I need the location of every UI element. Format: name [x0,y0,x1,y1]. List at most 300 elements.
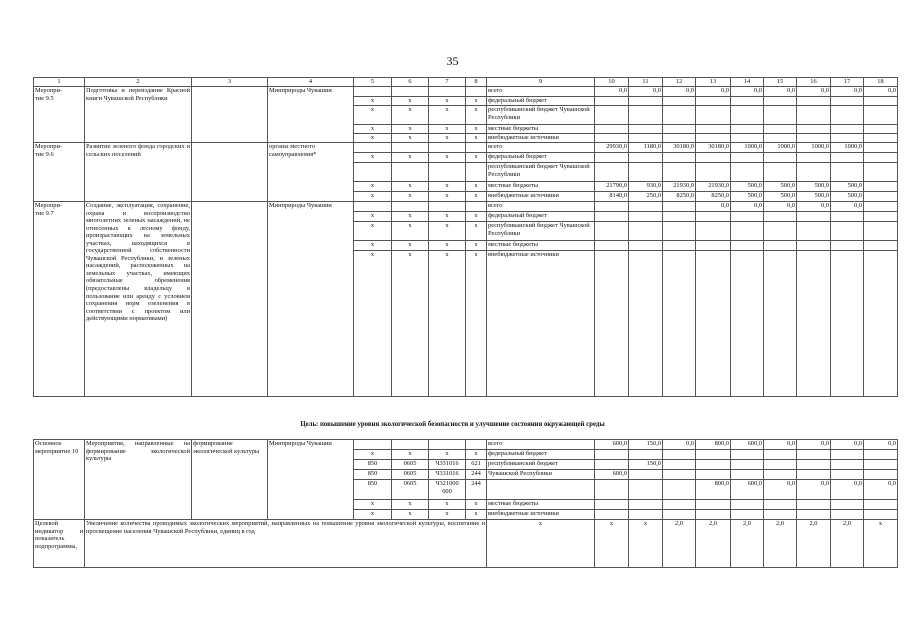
funding-value [696,450,731,460]
funding-value [831,153,864,163]
funding-source: всего [487,440,595,450]
budget-code-cell: x [354,106,392,125]
funding-value [663,470,696,480]
funding-value [629,125,663,134]
budget-code-cell [354,202,392,212]
budget-code-cell: x [466,212,487,222]
funding-source: республиканский бюджет Чувашской Республики [487,106,595,125]
funding-value [731,241,764,251]
budget-code-cell: x [429,134,466,143]
funding-source: федеральный бюджет [487,450,595,460]
budget-code-cell: x [392,241,429,251]
funding-source [487,480,595,500]
funding-value [595,212,629,222]
funding-value: 0,0 [831,440,864,450]
funding-value: 21790,0 [595,182,629,192]
funding-value [595,163,629,182]
funding-value [595,153,629,163]
funding-value [797,251,831,397]
budget-code-cell [466,87,487,97]
funding-value [831,212,864,222]
budget-code-cell: x [354,222,392,241]
funding-value [797,450,831,460]
funding-value [831,251,864,397]
budget-code-cell: x [354,251,392,397]
budget-code-cell: 850 [354,480,392,500]
column-number: 15 [764,78,797,87]
budget-code-cell: x [392,251,429,397]
funding-value [864,450,898,460]
budget-code-cell: 0605 [392,460,429,470]
funding-value [731,470,764,480]
funding-value [731,106,764,125]
funding-value [595,106,629,125]
funding-value: 600,0 [731,480,764,500]
funding-value [629,241,663,251]
budget-code-cell [429,163,466,182]
column-number: 13 [696,78,731,87]
funding-value: 0,0 [595,87,629,97]
funding-value [731,222,764,241]
funding-value [831,500,864,510]
budget-code-cell: x [392,192,429,202]
column-number: 16 [797,78,831,87]
funding-value: 0,0 [831,202,864,212]
funding-value [663,460,696,470]
funding-value [629,470,663,480]
funding-value: 0,0 [696,202,731,212]
budget-code-cell: x [392,212,429,222]
funding-source: федеральный бюджет [487,212,595,222]
funding-value [663,251,696,397]
funding-value [595,450,629,460]
funding-value [663,106,696,125]
indicator-value: 2,0 [696,520,731,568]
budget-code-cell: x [466,500,487,510]
budget-code-cell [466,202,487,212]
funding-value [663,202,696,212]
funding-value [629,251,663,397]
funding-source: всего [487,202,595,212]
budget-code-cell: x [429,222,466,241]
funding-value [595,480,629,500]
funding-value [731,134,764,143]
funding-value: 1000,0 [764,143,797,153]
budget-code-cell: 0605 [392,470,429,480]
budget-code-cell: x [392,125,429,134]
funding-value [595,222,629,241]
budget-code-cell: 850 [354,460,392,470]
funding-value: 0,0 [663,440,696,450]
funding-value: 500,0 [764,182,797,192]
budget-code-cell: x [466,106,487,125]
budget-code-cell: x [429,510,466,520]
funding-value [864,97,898,106]
funding-value [663,450,696,460]
funding-value: 1000,0 [797,143,831,153]
funding-value [696,500,731,510]
budget-code-cell [429,143,466,153]
funding-source: Чувашской Республики [487,470,595,480]
funding-value [864,192,898,202]
funding-value [864,500,898,510]
lower-table [33,439,898,568]
funding-value [629,153,663,163]
funding-value [864,460,898,470]
funding-value [797,500,831,510]
funding-value [595,97,629,106]
measure-executor: Минприроды Чувашии [268,440,354,520]
funding-value: 1000,0 [831,143,864,153]
funding-source: местные бюджеты [487,241,595,251]
funding-value [663,163,696,182]
funding-value [696,134,731,143]
funding-source: местные бюджеты [487,182,595,192]
funding-value: 500,0 [797,182,831,192]
funding-value: 0,0 [764,87,797,97]
funding-value: 0,0 [797,87,831,97]
funding-value [764,106,797,125]
funding-value [797,470,831,480]
budget-code-cell [429,440,466,450]
budget-code-cell: 850 [354,470,392,480]
funding-value [731,163,764,182]
funding-value [764,470,797,480]
funding-source: республиканский бюджет [487,460,595,470]
funding-value: 500,0 [731,192,764,202]
funding-value: 0,0 [864,87,898,97]
funding-value [629,134,663,143]
measure-result [192,143,268,202]
budget-code-cell: x [429,106,466,125]
budget-code-cell: x [466,134,487,143]
column-number: 6 [392,78,429,87]
funding-value [831,241,864,251]
funding-value [696,106,731,125]
funding-value [764,450,797,460]
budget-code-cell: x [429,500,466,510]
funding-value [831,222,864,241]
funding-value [764,460,797,470]
funding-value: 0,0 [764,440,797,450]
funding-value [595,241,629,251]
table-row [34,440,898,450]
funding-value [764,163,797,182]
measure-label: Меропри- тие 9.7 [34,202,85,397]
column-number: 5 [354,78,392,87]
funding-value: 0,0 [663,87,696,97]
budget-code-cell [392,143,429,153]
budget-code-cell: x [354,500,392,510]
funding-value: 8250,0 [696,192,731,202]
budget-code-cell [354,163,392,182]
funding-value [663,222,696,241]
measure-result: формирование экологической культуры [192,440,268,520]
budget-code-cell: x [466,182,487,192]
column-number: 17 [831,78,864,87]
budget-code-cell [354,440,392,450]
funding-value [864,106,898,125]
funding-value: 1000,0 [731,143,764,153]
funding-value [663,500,696,510]
budget-code-cell [392,440,429,450]
budget-code-cell: x [392,182,429,192]
funding-value: 250,0 [629,192,663,202]
funding-value: 0,0 [797,480,831,500]
budget-code-cell: x [466,125,487,134]
budget-code-cell [392,163,429,182]
budget-code-cell: x [392,97,429,106]
funding-value: 30180,0 [663,143,696,153]
funding-value [831,450,864,460]
funding-value [764,251,797,397]
funding-source: республиканский бюджет Чувашской Республики [487,222,595,241]
funding-value: 0,0 [864,440,898,450]
funding-value [764,222,797,241]
funding-value: 0,0 [831,87,864,97]
budget-code-cell: x [429,97,466,106]
funding-value [864,202,898,212]
column-number: 14 [731,78,764,87]
funding-value [595,510,629,520]
funding-value [629,500,663,510]
budget-code-cell [466,163,487,182]
funding-source: всего [487,143,595,153]
goal-heading: Цель: повышение уровня экологической безопасности и улучшение состояния окружающей среды [300,421,605,428]
funding-value [831,106,864,125]
funding-source: внебюджетные источники [487,251,595,397]
page-number: 35 [446,54,459,68]
budget-code-cell: x [354,125,392,134]
funding-value [864,143,898,153]
budget-code-cell: x [429,251,466,397]
funding-value [663,97,696,106]
budget-code-cell: x [466,241,487,251]
funding-value [797,106,831,125]
funding-value: 0,0 [731,87,764,97]
funding-value [663,125,696,134]
funding-source: всего [487,87,595,97]
column-number: 11 [629,78,663,87]
funding-value [629,97,663,106]
indicator-value: x [629,520,663,568]
funding-value: 800,0 [696,440,731,450]
measure-label: Меропри- тие 9.6 [34,143,85,202]
column-number: 2 [85,78,192,87]
indicator-value: 2,0 [764,520,797,568]
funding-source: местные бюджеты [487,500,595,510]
budget-code-cell: x [466,222,487,241]
funding-value [864,163,898,182]
budget-code-cell: 244 [466,480,487,500]
budget-code-cell: x [392,106,429,125]
measure-label: Основное мероприятие 10 [34,440,85,520]
budget-code-cell: x [354,97,392,106]
funding-value [797,510,831,520]
budget-code-cell: x [354,182,392,192]
budget-code-cell: x [354,450,392,460]
funding-value [831,163,864,182]
funding-value [629,212,663,222]
funding-source: внебюджетные источники [487,510,595,520]
funding-value [696,470,731,480]
funding-value: 500,0 [764,192,797,202]
funding-value [797,222,831,241]
indicator-value: x [864,520,898,568]
funding-value: 600,0 [595,470,629,480]
funding-value [764,241,797,251]
funding-source: местные бюджеты [487,125,595,134]
funding-value: 0,0 [629,87,663,97]
funding-value [663,134,696,143]
budget-code-cell: x [466,192,487,202]
indicator-text: Увеличение количества проводимых экологических мероприятий, направленных на повышение уровня экологической культуры, воспитание и просвещение населения Чувашской Республики, единиц в год [85,520,487,568]
funding-source: федеральный бюджет [487,97,595,106]
funding-value [864,510,898,520]
funding-value [797,241,831,251]
funding-value [864,182,898,192]
measure-name: Мероприятия, направленные на формирование экологической культуры [85,440,192,520]
funding-value [797,212,831,222]
budget-code-cell: x [354,510,392,520]
funding-value [831,510,864,520]
funding-value: 8250,0 [663,192,696,202]
funding-value [595,134,629,143]
funding-value: 0,0 [696,87,731,97]
funding-value [764,134,797,143]
funding-value: 21930,0 [663,182,696,192]
measure-label: Меропри- тие 9.5 [34,87,85,143]
indicator-value: x [595,520,629,568]
budget-code-cell: x [392,500,429,510]
funding-value [731,500,764,510]
budget-code-cell: x [429,212,466,222]
column-number: 1 [34,78,85,87]
indicator-value: 2,0 [663,520,696,568]
funding-value [663,241,696,251]
funding-value [831,470,864,480]
funding-value [764,510,797,520]
funding-value [595,500,629,510]
funding-value: 150,0 [629,440,663,450]
funding-value [696,222,731,241]
funding-value [663,153,696,163]
budget-code-cell: x [392,134,429,143]
funding-value [731,125,764,134]
budget-code-cell [392,202,429,212]
budget-code-cell: Ч321000 000 [429,480,466,500]
column-number: 10 [595,78,629,87]
funding-value [864,251,898,397]
budget-code-cell: x [392,510,429,520]
table-row [34,202,898,212]
funding-value [731,450,764,460]
funding-value [696,251,731,397]
measure-name: Развитие зеленого фонда городских и сельских поселений [85,143,192,202]
funding-value [595,202,629,212]
funding-value [764,97,797,106]
budget-code-cell: x [392,222,429,241]
budget-code-cell [466,143,487,153]
budget-code-cell: x [354,212,392,222]
funding-value: 1180,0 [629,143,663,153]
funding-value [696,125,731,134]
funding-value: 930,0 [629,182,663,192]
budget-code-cell: x [392,153,429,163]
funding-value [864,212,898,222]
funding-value [864,125,898,134]
funding-value [731,510,764,520]
funding-value: 500,0 [831,182,864,192]
budget-code-cell [392,87,429,97]
funding-value: 21930,0 [696,182,731,192]
budget-code-cell: x [429,241,466,251]
funding-value [731,460,764,470]
budget-code-cell: Ч331016 [429,460,466,470]
indicator-value: 2,0 [731,520,764,568]
funding-value [797,134,831,143]
funding-value: 30180,0 [696,143,731,153]
measure-executor: Минприроды Чувашии [268,87,354,143]
funding-value [831,125,864,134]
funding-value [864,222,898,241]
funding-value: 0,0 [797,440,831,450]
funding-value: 600,0 [731,440,764,450]
budget-code-cell: Ч331016 [429,470,466,480]
table-row [34,143,898,153]
budget-code-cell: x [392,450,429,460]
funding-value: 0,0 [764,202,797,212]
funding-value [629,510,663,520]
measure-executor: Минприроды Чувашии [268,202,354,397]
funding-value: 500,0 [731,182,764,192]
funding-value: 0,0 [831,480,864,500]
funding-source: федеральный бюджет [487,153,595,163]
funding-value [731,251,764,397]
funding-value [595,460,629,470]
funding-value [764,500,797,510]
budget-code-cell: x [429,182,466,192]
budget-code-cell: x [354,153,392,163]
indicator-value: 2,0 [797,520,831,568]
column-number: 4 [268,78,354,87]
funding-value [595,125,629,134]
budget-code-cell [466,440,487,450]
budget-code-cell [429,202,466,212]
column-number: 18 [864,78,898,87]
budget-code-cell: x [429,450,466,460]
funding-value [663,212,696,222]
measure-executor: органы местного самоуправления* [268,143,354,202]
funding-value [663,510,696,520]
funding-value [831,460,864,470]
measure-name: Создание, эксплуатация, сохранение, охрана и воспроизводство многолетних зеленых насаждений, не отнесенных к лесному фонду, произрастающих на земельных участках, находящихся в государственной собственности Чувашской Республики, и зеленых насаждений, расположенных на земельных участках, имеющих обязательные обременения (предоставлены владельцу в пользование или аренду с условием сохранения норм озеленения в соответствии с проектом или действующими нормативами) [85,202,192,397]
funding-value [864,470,898,480]
budget-code-cell [429,87,466,97]
column-number: 12 [663,78,696,87]
budget-code-cell: x [429,192,466,202]
budget-code-cell: x [354,134,392,143]
indicator-c9: x [487,520,595,568]
funding-source: республиканский бюджет Чувашской Республики [487,163,595,182]
budget-code-cell: x [429,153,466,163]
funding-value [731,97,764,106]
upper-table [33,77,898,397]
funding-value [831,97,864,106]
funding-value [629,450,663,460]
budget-code-cell: x [466,153,487,163]
budget-code-cell: x [466,97,487,106]
